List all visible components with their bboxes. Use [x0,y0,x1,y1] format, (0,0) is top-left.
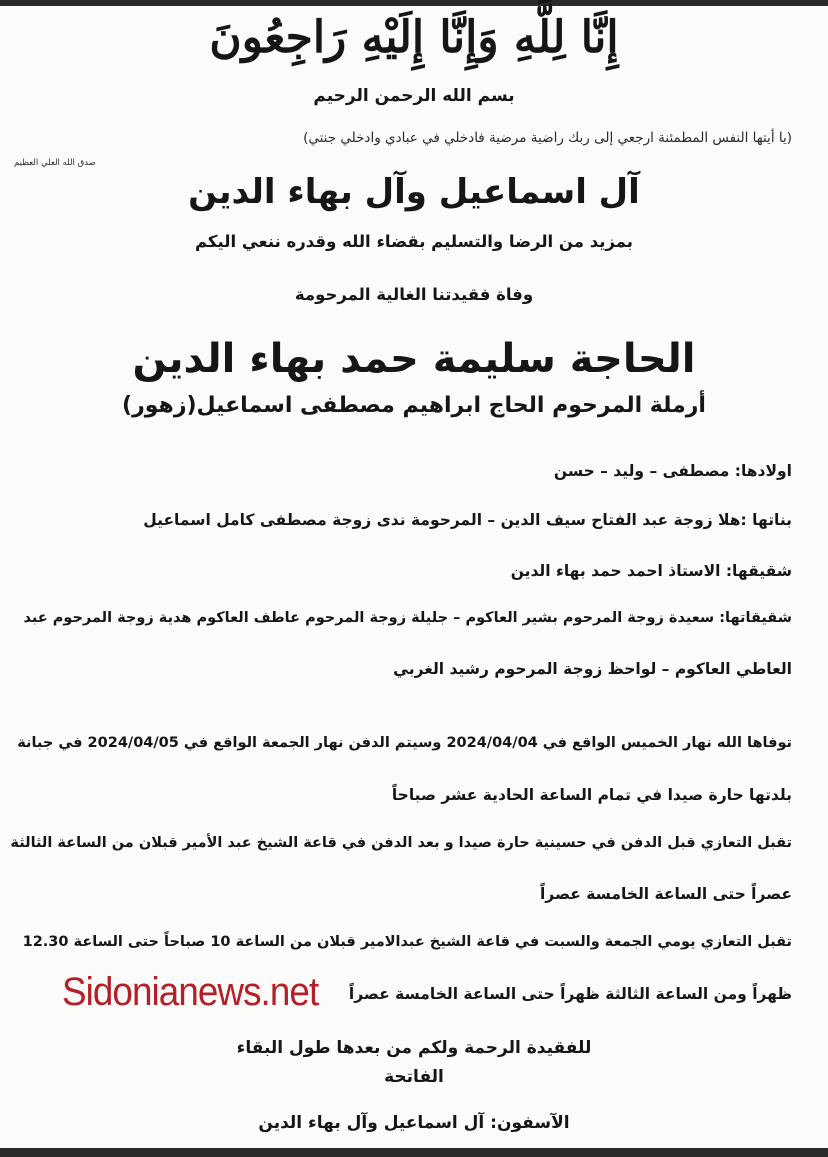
quran-verse: (يا أيتها النفس المطمئنة ارجعي إلى ربك راضية مرضية فادخلي في عبادي وادخلي جنتي) [303,130,792,146]
mourners-line: الآسفون: آل اسماعيل وآل بهاء الدين [258,1113,570,1133]
widow-of-line: أرملة المرحوم الحاج ابراهيم مصطفى اسماعيل(زهور) [122,393,706,418]
condolences-time-line: عصراً حتى الساعة الخامسة عصراً [539,885,792,903]
top-border [0,0,828,6]
closing-prayer: للفقيدة الرحمة ولكم من بعدها طول البقاء [236,1038,592,1058]
sons-line: اولادها: مصطفى – وليد – حسن [553,462,792,480]
sisters-line: شقيقاتها: سعيدة زوجة المرحوم بشير العاكوم – جليلة زوجة المرحوم عاطف العاكوم هدية زوجة المرحوم عبد [23,610,792,626]
condolences-days-line: تقبل التعازي يومي الجمعة والسبت في قاعة الشيخ عبدالامير قبلان من الساعة 10 صباحاً حتى الساعة 12.30 [22,934,792,950]
condolences-line: تقبل التعازي قبل الدفن في حسينية حارة صيدا و بعد الدفن في قاعة الشيخ عبد الأمير قبلان من الساعة الثالثة [10,835,792,851]
death-burial-line: توفاها الله نهار الخميس الواقع في 2024/04/04 وسيتم الدفن نهار الجمعة الواقع في 2024/04/05 في جبانة [17,735,792,751]
brother-line: شقيقها: الاستاذ احمد حمد بهاء الدين [510,562,792,580]
sadaqa-allah: صدق الله العلي العظيم [14,158,96,168]
burial-place-line: بلدتها حارة صيدا في تمام الساعة الحادية عشر صباحاً [391,786,792,804]
deceased-name: الحاجة سليمة حمد بهاء الدين [132,336,696,382]
daughters-line: بناتها :هلا زوجة عبد الفتاح سيف الدين – المرحومة ندى زوجة مصطفى كامل اسماعيل [143,511,792,529]
announcement-line-2: وفاة فقيدتنا الغالية المرحومة [294,285,534,304]
site-watermark: Sidonianews.net [62,970,319,1014]
condolences-hours-line: ظهراً ومن الساعة الثالثة ظهراً حتى الساعة الخامسة عصراً [348,985,792,1003]
basmala: بسم الله الرحمن الرحيم [313,86,515,106]
fatiha-heading: الفاتحة [384,1067,444,1087]
bottom-border [0,1148,828,1157]
families-heading: آل اسماعيل وآل بهاء الدين [188,172,640,212]
quran-verse-title: إِنَّا لِلَّهِ وَإِنَّا إِلَيْهِ رَاجِعُونَ [209,12,619,63]
sisters-line-continued: العاطي العاكوم – لواحظ زوجة المرحوم رشيد الغربي [393,660,792,678]
announcement-line: بمزيد من الرضا والتسليم بقضاء الله وقدره ننعي اليكم [194,232,633,251]
